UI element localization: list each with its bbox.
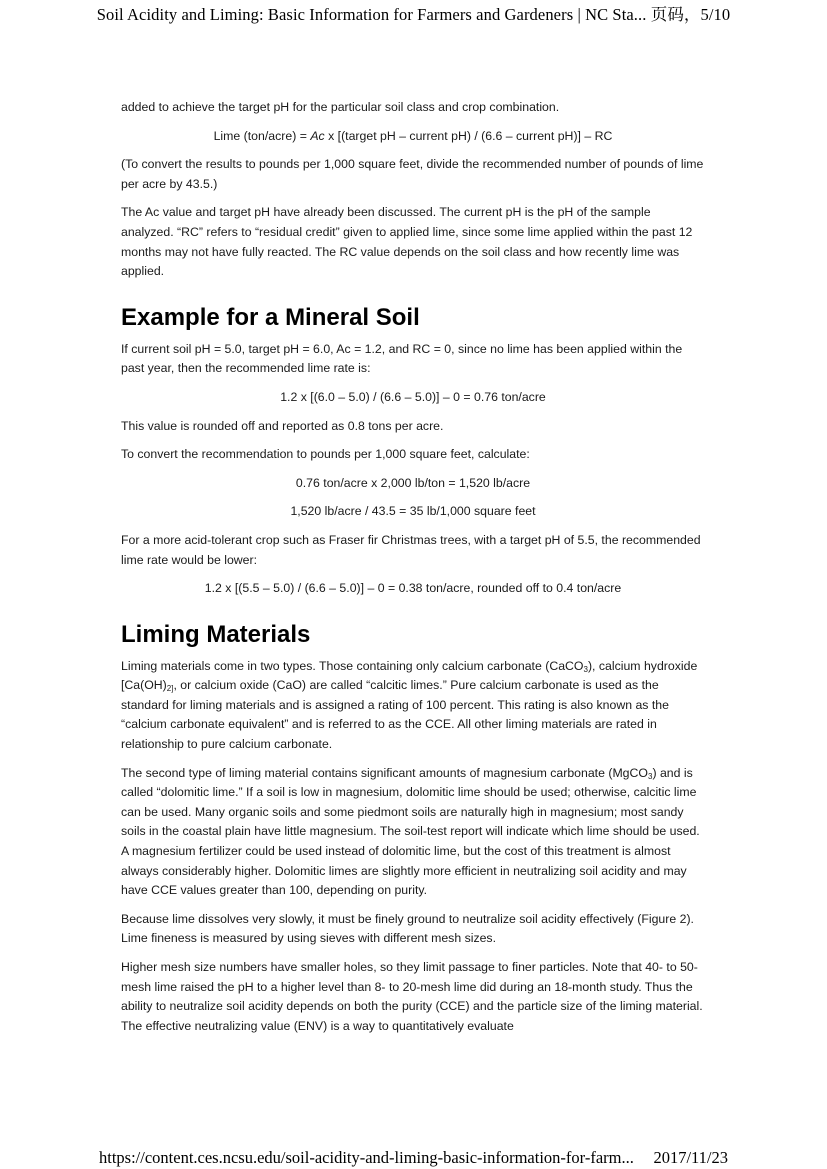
mesh-paragraph: Higher mesh size numbers have smaller holes, so they limit passage to finer particles. Note that 40- to 50- mesh lime raised the pH to a higher level than 8- to 20-mesh lime did during an 18-month study. Thus the ability to neutralize soil acidity depends on both the purity (CCE) and the particle size of the liming material. The effective neutralizing value (ENV) is a way to quantitatively evaluate <box>121 960 703 1033</box>
lime-formula-rest: x [(target pH – current pH) / (6.6 – current pH)] – RC <box>324 128 613 143</box>
article-body <box>121 98 705 1045</box>
lime-formula <box>121 127 705 147</box>
print-footer <box>99 1148 728 1168</box>
equation-3: 1,520 lb/acre / 43.5 = 35 lb/1,000 square feet <box>290 504 536 519</box>
lime-formula-ac: Ac <box>310 128 325 143</box>
second-text-a: The second type of liming material contains significant amounts of magnesium carbonate (MgCO <box>121 765 648 780</box>
types-text-a: Liming materials come in two types. Those containing only calcium carbonate (CaCO <box>121 658 584 673</box>
second-sub-1: 3 <box>647 771 653 781</box>
heading-mineral-soil: Example for a Mineral Soil <box>121 303 420 331</box>
print-header-page-label: 页码，5/10 <box>650 5 731 24</box>
types-sub-2: 2] <box>166 684 174 694</box>
heading-liming-materials: Liming Materials <box>121 620 311 648</box>
lime-formula-lead: Lime (ton/acre) = <box>213 128 311 143</box>
round-paragraph: This value is rounded off and reported as 0.8 tons per acre. <box>121 418 444 433</box>
equation-4: 1.2 x [(5.5 – 5.0) / (6.6 – 5.0)] – 0 = 0.38 ton/acre, rounded off to 0.4 ton/acre <box>204 581 622 596</box>
second-type-paragraph <box>121 764 705 901</box>
equation-2: 0.76 ton/acre x 2,000 lb/ton = 1,520 lb/acre <box>295 475 531 490</box>
convert-paragraph: (To convert the results to pounds per 1,000 square feet, divide the recommended number of pounds of lime per acre by 43.5.) <box>121 157 704 191</box>
print-header <box>0 1 827 25</box>
ac-paragraph: The Ac value and target pH have already been discussed. The current pH is the pH of the sample analyzed. “RC” refers to “residual credit” given to applied lime, since some lime applied within the past 12 months may not have fully reacted. The RC value depends on the soil class and how recently lime was applied. <box>121 205 693 279</box>
types-text-b: ), calcium hydroxide [Ca(OH) <box>121 658 698 693</box>
second-text-b: ) and is called “dolomitic lime.” If a soil is low in magnesium, dolomitic lime should be used; otherwise, calcitic lime can be used. Many organic soils and some piedmont soils are naturally high in magnesium; most sandy soils in the coastal plain have little magnesium. The soil-test report will indicate which lime should be used. A magnesium fertilizer could be used instead of dolomitic lime, but the cost of this treatment is almost always considerably higher. Dolomitic limes are slightly more efficient in neutralizing soil acidity and may have CCE values greater than 100, depending on purity. <box>121 765 700 898</box>
fraser-paragraph: For a more acid-tolerant crop such as Fraser fir Christmas trees, with a target pH of 5.5, the recommended lime rate would be lower: <box>121 532 701 567</box>
equation-1: 1.2 x [(6.0 – 5.0) / (6.6 – 5.0)] – 0 = 0.76 ton/acre <box>280 389 546 404</box>
example-paragraph: If current soil pH = 5.0, target pH = 6.0, Ac = 1.2, and RC = 0, since no lime has been applied within the past year, then the recommended lime rate is: <box>121 341 683 376</box>
types-text-c: , or calcium oxide (CaO) are called “calcitic limes.” Pure calcium carbonate is used as the standard for liming materials and is assigned a rating of 100 percent. This rating is also known as the “calcium carbonate equivalent” and is referred to as the CCE. All other liming materials are rated in relationship to pure calcium carbonate. <box>121 678 669 752</box>
intro-paragraph: added to achieve the target pH for the particular soil class and crop combination. <box>121 100 560 114</box>
print-footer-url: https://content.ces.ncsu.edu/soil-acidity-and-liming-basic-information-for-farm... <box>99 1148 634 1167</box>
calc-paragraph: To convert the recommendation to pounds per 1,000 square feet, calculate: <box>121 447 530 462</box>
dissolve-paragraph: Because lime dissolves very slowly, it must be finely ground to neutralize soil acidity effectively (Figure 2). Lime fineness is measured by using sieves with different mesh sizes. <box>121 911 694 946</box>
types-sub-1: 3 <box>583 664 588 674</box>
print-header-title: Soil Acidity and Liming: Basic Information for Farmers and Gardeners | NC Sta... <box>96 5 647 24</box>
print-footer-date: 2017/11/23 <box>653 1148 728 1167</box>
types-paragraph <box>121 657 705 755</box>
